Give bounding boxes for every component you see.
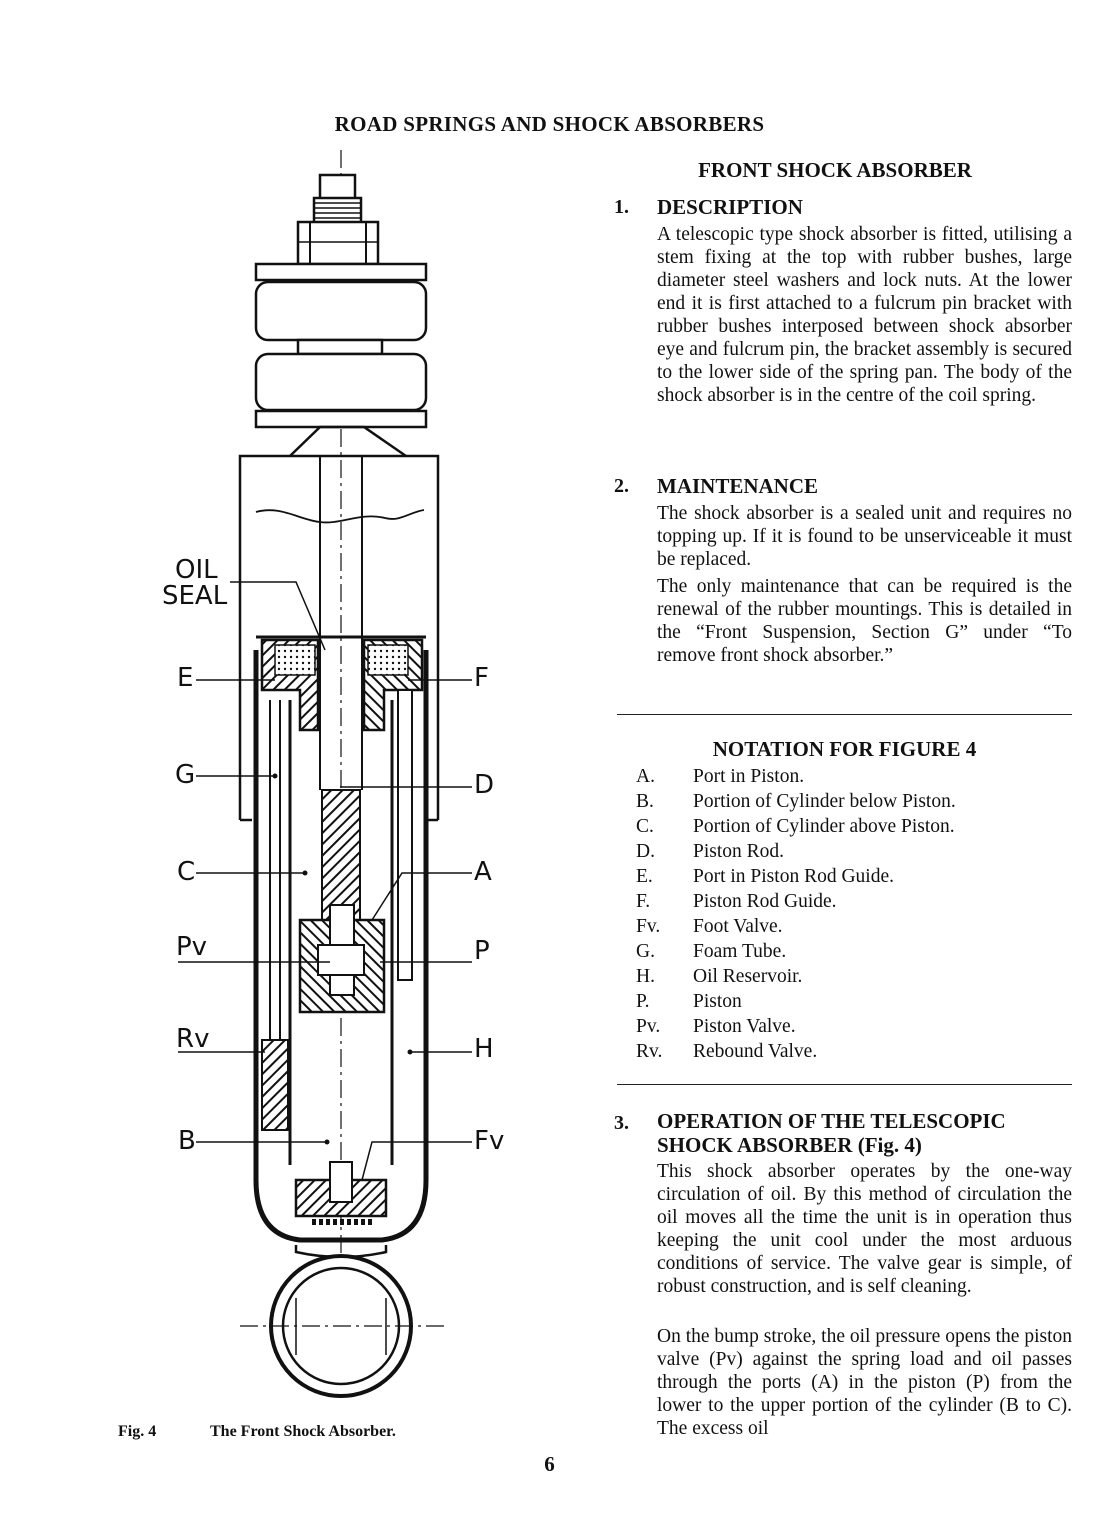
stem-tip	[320, 175, 355, 200]
notation-text: Port in Piston.	[693, 766, 805, 787]
notation-item	[636, 1014, 1072, 1039]
section-2-paragraph-1: The shock absorber is a sealed unit and requires no topping up. If it is found to be unserviceable it must be replaced.	[657, 503, 1072, 570]
notation-letter: F.	[636, 891, 651, 912]
section-3-heading-line-2: SHOCK ABSORBER (Fig. 4)	[657, 1133, 922, 1157]
notation-item	[636, 764, 1072, 789]
label-oil: OIL	[175, 555, 218, 585]
section-2-paragraph-2: The only maintenance that can be required is the renewal of the rubber mountings. This is detailed in the “Front Suspension, Section G” under “To remove front shock absorber.”	[657, 576, 1072, 666]
notation-item	[636, 839, 1072, 864]
stem-thread	[314, 198, 361, 223]
notation-item	[636, 989, 1072, 1014]
label-c: C	[177, 857, 196, 887]
notation-item	[636, 889, 1072, 914]
label-rv: Rv	[176, 1024, 210, 1054]
notation-text: Piston	[693, 991, 742, 1012]
label-p: P	[474, 936, 490, 966]
section-2-number: 2.	[614, 475, 629, 497]
notation-letter: H.	[636, 966, 655, 987]
upper-washer	[256, 264, 426, 280]
notation-text: Piston Rod.	[693, 841, 785, 862]
notation-letter: D.	[636, 841, 655, 862]
rebound-valve	[262, 1040, 288, 1130]
label-f: F	[474, 663, 489, 693]
oil-level	[256, 510, 424, 522]
stem-spacer	[298, 340, 382, 354]
label-h: H	[474, 1034, 494, 1064]
notation-item	[636, 789, 1072, 814]
figure-caption-number: Fig. 4	[118, 1423, 157, 1440]
notation-text: Foam Tube.	[693, 941, 787, 962]
notation-item	[636, 964, 1072, 989]
notation-text: Piston Valve.	[693, 1016, 796, 1037]
notation-item	[636, 914, 1072, 939]
notation-text: Rebound Valve.	[693, 1041, 818, 1062]
label-seal: SEAL	[162, 581, 228, 611]
notation-list	[636, 764, 1072, 1064]
lower-rubber-bush	[256, 354, 426, 410]
notation-letter: B.	[636, 791, 654, 812]
notation-text: Oil Reservoir.	[693, 966, 803, 987]
label-g: G	[175, 760, 196, 790]
notation-letter: E.	[636, 866, 653, 887]
notation-letter: Rv.	[636, 1041, 663, 1062]
top-cone	[290, 427, 406, 456]
divider-bottom	[617, 1084, 1072, 1085]
notation-text: Piston Rod Guide.	[693, 891, 837, 912]
section-title: FRONT SHOCK ABSORBER	[698, 158, 972, 182]
label-pv: Pv	[176, 932, 208, 962]
notation-text: Foot Valve.	[693, 916, 783, 937]
notation-text: Portion of Cylinder below Piston.	[693, 791, 956, 812]
label-oil-seal	[162, 555, 228, 611]
notation-letter: P.	[636, 991, 650, 1012]
divider-top	[617, 714, 1072, 715]
label-fv: Fv	[474, 1126, 505, 1156]
upper-rubber-bush	[256, 282, 426, 340]
lower-washer	[256, 411, 426, 427]
shock-absorber-diagram	[150, 145, 510, 1405]
section-2-heading: MAINTENANCE	[657, 474, 819, 498]
notation-text: Port in Piston Rod Guide.	[693, 866, 894, 887]
section-3-heading-line-1: OPERATION OF THE TELESCOPIC	[657, 1109, 1006, 1133]
notation-letter: Pv.	[636, 1016, 661, 1037]
section-3-heading	[657, 1109, 1006, 1157]
section-3-paragraph-1: This shock absorber operates by the one-way circulation of oil. By this method of circulation the oil moves all the time the unit is in operation thus keeping the unit cool under the most arduous conditions of service. The valve gear is simple, of robust construction, and is self cleaning.	[657, 1161, 1072, 1297]
notation-item	[636, 814, 1072, 839]
notation-letter: Fv.	[636, 916, 661, 937]
section-1-paragraph: A telescopic type shock absorber is fitted, utilising a stem fixing at the top with rubber bushes, large diameter steel washers and lock nuts. At the lower end it is first attached to a fulcrum pin bracket with rubber bushes interposed between shock absorber eye and fulcrum pin, the bracket assembly is secured to the lower side of the spring pan. The body of the shock absorber is in the centre of the coil spring.	[657, 224, 1072, 406]
section-3-number: 3.	[614, 1112, 629, 1134]
figure-caption-text: The Front Shock Absorber.	[210, 1423, 396, 1440]
section-1-number: 1.	[614, 196, 629, 218]
oil-seal	[275, 645, 315, 675]
notation-letter: G.	[636, 941, 655, 962]
section-1-heading: DESCRIPTION	[657, 195, 803, 219]
label-b: B	[178, 1126, 196, 1156]
notation-item	[636, 1039, 1072, 1064]
notation-title: NOTATION FOR FIGURE 4	[712, 737, 977, 761]
section-3-paragraph-2: On the bump stroke, the oil pressure opens the piston valve (Pv) against the spring load and oil passes through the ports (A) in the piston (P) from the lower to the upper portion of the cylinder (B to C). The excess oil	[657, 1326, 1072, 1439]
notation-item	[636, 939, 1072, 964]
notation-item	[636, 864, 1072, 889]
label-d: D	[474, 770, 495, 800]
label-e: E	[177, 663, 194, 693]
notation-letter: C.	[636, 816, 654, 837]
notation-text: Portion of Cylinder above Piston.	[693, 816, 955, 837]
page-number: 6	[544, 1452, 555, 1476]
label-a: A	[474, 857, 492, 887]
notation-letter: A.	[636, 766, 655, 787]
page-header: ROAD SPRINGS AND SHOCK ABSORBERS	[334, 112, 765, 136]
